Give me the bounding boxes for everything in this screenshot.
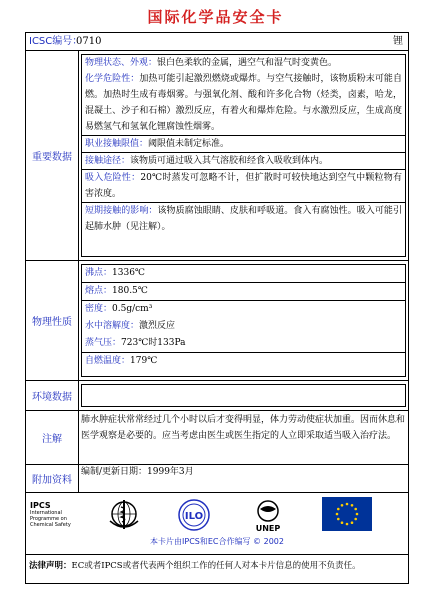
svg-text:ILO: ILO <box>184 511 204 522</box>
card-header <box>26 33 408 51</box>
physical-properties-box <box>81 264 406 377</box>
physical-state-paragraph: 物理状态、外观：银白色柔软的金属，遇空气和湿气时变黄色。 <box>85 58 338 68</box>
environment-data-box <box>81 384 406 407</box>
notes-label: 注解 <box>26 411 79 464</box>
cooperation-note: 本卡片由IPCS和EC合作编写 © 2002 <box>150 537 284 546</box>
prop-autoignition-temp: 自燃温度：179℃ <box>82 352 405 370</box>
unep-logo <box>248 499 288 537</box>
physical-properties-row <box>26 261 408 381</box>
prop-melting-point: 熔点：180.5℃ <box>82 282 405 300</box>
environment-data-row <box>26 381 408 411</box>
chemical-danger-paragraph: 化学危险性：加热可能引起激烈燃烧或爆炸。与空气接触时，该物质粉末可能自燃。加热时生成有毒烟雾。与强氧化剂、酸和许多化合物（烃类，卤素，哈龙，混凝土、沙子和石棉）激烈反应，有着火和爆炸危险。与水激烈反应，生成高度易燃氢气和氢氧化锂腐蚀性烟雾。 <box>85 74 402 132</box>
notes-text: 肺水肿症状常常经过几个小时以后才变得明显，体力劳动使症状加重。因而休息和医学观察是必要的。应当考虑由医生或医生指定的人立即采取适当吸入治疗法。 <box>81 415 406 441</box>
who-emblem-icon <box>106 499 142 537</box>
eu-flag-icon <box>322 497 372 535</box>
environment-data-label: 环境数据 <box>26 381 79 410</box>
ilo-emblem-icon <box>176 499 212 537</box>
exposure-route-paragraph: 接触途径：该物质可通过吸入其气溶胶和经食入吸收到体内。 <box>82 152 405 169</box>
safety-card <box>25 32 409 584</box>
icsc-number: 0710 <box>76 36 102 47</box>
important-data-label: 重要数据 <box>26 51 79 260</box>
inhalation-hazard-paragraph: 吸入危险性：20℃时蒸发可忽略不计，但扩散时可较快地达到空气中颗粒物有害浓度。 <box>82 169 405 202</box>
substance-name: 锂 <box>393 36 403 47</box>
prop-density: 密度：0.5g/cm³ <box>82 300 405 318</box>
prop-water-solubility: 水中溶解度：激烈反应 <box>85 321 176 331</box>
physical-properties-label: 物理性质 <box>26 261 79 380</box>
legal-statement: 法律声明：EC或者IPCS或者代表两个组织工作的任何人对本卡片信息的使用不负责任。 <box>29 561 361 571</box>
additional-info-row <box>26 465 408 493</box>
short-term-effects-paragraph: 短期接触的影响：该物质腐蚀眼睛、皮肤和呼吸道。食入有腐蚀性。吸入可能引起肺水肿（见注解）。 <box>82 202 405 235</box>
icsc-number-label: ICSC编号： <box>29 36 83 47</box>
card-title: 国际化学品安全卡 <box>147 8 284 26</box>
svg-text:UNEP: UNEP <box>255 524 281 533</box>
exposure-limit-paragraph: 职业接触限值：阈限值未制定标准。 <box>82 135 405 152</box>
ipcs-logo: IPCS International Programme on Chemical Safety <box>30 501 71 528</box>
important-data-row <box>26 51 408 261</box>
important-data-box <box>81 54 406 257</box>
prop-boiling-point: 沸点：1336℃ <box>85 268 145 278</box>
additional-info-text: 编制/更新日期：1999年3月 <box>81 467 194 477</box>
logos-row <box>26 493 408 555</box>
additional-info-label: 附加资料 <box>26 465 79 492</box>
notes-row <box>26 411 408 465</box>
prop-vapour-pressure: 蒸气压：723℃时133Pa <box>85 338 186 348</box>
legal-row <box>26 555 408 583</box>
